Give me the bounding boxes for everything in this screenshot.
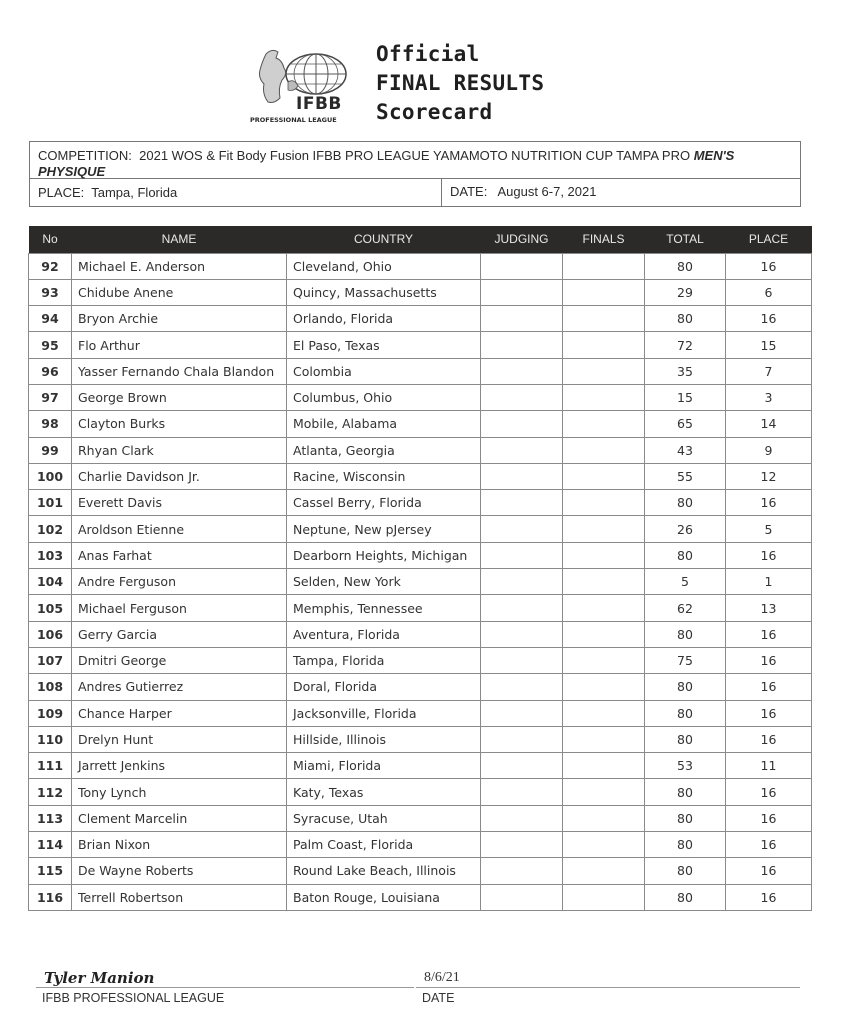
final-place: 16 [726,779,812,805]
judging-score [481,674,563,700]
date-value: August 6-7, 2021 [497,184,597,199]
total-score: 43 [645,437,726,463]
table-row [29,463,812,489]
athlete-name: Aroldson Etienne [72,516,287,542]
finals-score [563,884,645,910]
col-header-total: TOTAL [645,226,726,253]
final-place: 16 [726,726,812,752]
row-number: 109 [29,700,72,726]
athlete-name: De Wayne Roberts [72,858,287,884]
place-label: PLACE: [38,185,85,200]
athlete-location: Jacksonville, Florida [287,700,481,726]
row-number: 94 [29,306,72,332]
division-name: MEN'S PHYSIQUE [38,148,735,179]
row-number: 113 [29,805,72,831]
athlete-name: Anas Farhat [72,542,287,568]
ifbb-logo [248,44,368,126]
table-row [29,884,812,910]
athlete-location: Dearborn Heights, Michigan [287,542,481,568]
finals-score [563,490,645,516]
signature-date-block [416,966,800,1005]
final-place: 16 [726,253,812,279]
table-row [29,726,812,752]
athlete-location: Selden, New York [287,569,481,595]
table-row [29,253,812,279]
athlete-location: Columbus, Ohio [287,384,481,410]
final-place: 15 [726,332,812,358]
total-score: 62 [645,595,726,621]
row-number: 105 [29,595,72,621]
athlete-location: Cleveland, Ohio [287,253,481,279]
results-table [28,226,812,911]
signature-line [36,966,414,988]
date-line-label: DATE [422,991,455,1005]
athlete-name: Tony Lynch [72,779,287,805]
col-header-judging: JUDGING [481,226,563,253]
judging-score [481,595,563,621]
judging-score [481,516,563,542]
athlete-location: Baton Rouge, Louisiana [287,884,481,910]
title-line-official: Official [376,42,480,66]
judging-score [481,384,563,410]
athlete-name: Gerry Garcia [72,621,287,647]
finals-score [563,463,645,489]
final-place: 16 [726,542,812,568]
athlete-location: Palm Coast, Florida [287,832,481,858]
total-score: 80 [645,306,726,332]
finals-score [563,674,645,700]
finals-score [563,332,645,358]
table-row [29,490,812,516]
judging-score [481,621,563,647]
row-number: 98 [29,411,72,437]
finals-score [563,411,645,437]
row-number: 102 [29,516,72,542]
athlete-location: Miami, Florida [287,753,481,779]
row-number: 95 [29,332,72,358]
table-row [29,411,812,437]
table-row [29,358,812,384]
date-line [416,966,800,988]
finals-score [563,253,645,279]
athlete-location: Orlando, Florida [287,306,481,332]
final-place: 1 [726,569,812,595]
row-number: 93 [29,279,72,305]
athlete-location: Tampa, Florida [287,647,481,673]
table-row [29,805,812,831]
row-number: 111 [29,753,72,779]
table-row [29,279,812,305]
total-score: 80 [645,832,726,858]
athlete-location: Atlanta, Georgia [287,437,481,463]
athlete-name: Andre Ferguson [72,569,287,595]
row-number: 101 [29,490,72,516]
final-place: 16 [726,647,812,673]
finals-score [563,726,645,752]
judging-score [481,306,563,332]
final-place: 16 [726,621,812,647]
finals-score [563,858,645,884]
athlete-name: Brian Nixon [72,832,287,858]
judging-score [481,884,563,910]
judging-score [481,753,563,779]
table-row [29,437,812,463]
table-row [29,384,812,410]
finals-score [563,805,645,831]
signature-block [36,966,414,1005]
row-number: 110 [29,726,72,752]
table-row [29,306,812,332]
judging-score [481,542,563,568]
total-score: 15 [645,384,726,410]
date-label: DATE: [450,184,488,199]
total-score: 80 [645,542,726,568]
final-place: 16 [726,490,812,516]
finals-score [563,516,645,542]
document-header [248,40,608,130]
final-place: 11 [726,753,812,779]
place-date-row [30,179,800,206]
total-score: 80 [645,779,726,805]
total-score: 35 [645,358,726,384]
row-number: 107 [29,647,72,673]
title-line-scorecard: Scorecard [376,100,493,124]
finals-score [563,306,645,332]
athlete-location: Cassel Berry, Florida [287,490,481,516]
total-score: 80 [645,490,726,516]
table-row [29,542,812,568]
athlete-location: Colombia [287,358,481,384]
competition-field [30,142,800,179]
finals-score [563,279,645,305]
athlete-location: Memphis, Tennessee [287,595,481,621]
place-field [30,179,442,206]
table-row [29,832,812,858]
col-header-no: No [29,226,72,253]
judging-score [481,569,563,595]
table-row [29,779,812,805]
athlete-location: Hillside, Illinois [287,726,481,752]
final-place: 16 [726,805,812,831]
finals-score [563,832,645,858]
athlete-name: Drelyn Hunt [72,726,287,752]
row-number: 103 [29,542,72,568]
final-place: 16 [726,858,812,884]
finals-score [563,595,645,621]
col-header-name: NAME [72,226,287,253]
row-number: 116 [29,884,72,910]
table-row [29,858,812,884]
judging-score [481,858,563,884]
final-place: 16 [726,674,812,700]
athlete-name: Rhyan Clark [72,437,287,463]
row-number: 97 [29,384,72,410]
judging-score [481,253,563,279]
total-score: 80 [645,726,726,752]
table-row [29,595,812,621]
logo-subtext: PROFESSIONAL LEAGUE [250,116,337,124]
athlete-name: Terrell Robertson [72,884,287,910]
finals-score [563,437,645,463]
row-number: 100 [29,463,72,489]
judging-score [481,358,563,384]
final-place: 5 [726,516,812,542]
final-place: 9 [726,437,812,463]
table-row [29,753,812,779]
total-score: 26 [645,516,726,542]
athlete-name: Dmitri George [72,647,287,673]
final-place: 14 [726,411,812,437]
athlete-location: El Paso, Texas [287,332,481,358]
row-number: 96 [29,358,72,384]
total-score: 80 [645,858,726,884]
judging-score [481,726,563,752]
row-number: 112 [29,779,72,805]
table-row [29,700,812,726]
title-line-final-results: FINAL RESULTS [376,71,545,95]
total-score: 80 [645,884,726,910]
finals-score [563,647,645,673]
judging-score [481,463,563,489]
final-place: 16 [726,306,812,332]
judging-score [481,332,563,358]
competition-label: COMPETITION: [38,148,132,163]
judging-score [481,832,563,858]
final-place: 6 [726,279,812,305]
date-field [442,179,800,206]
table-row [29,569,812,595]
col-header-place: PLACE [726,226,812,253]
judging-score [481,437,563,463]
athlete-name: Clement Marcelin [72,805,287,831]
athlete-name: Yasser Fernando Chala Blandon [72,358,287,384]
final-place: 12 [726,463,812,489]
total-score: 80 [645,700,726,726]
athlete-name: Michael E. Anderson [72,253,287,279]
athlete-name: Flo Arthur [72,332,287,358]
row-number: 114 [29,832,72,858]
athlete-name: Michael Ferguson [72,595,287,621]
final-place: 3 [726,384,812,410]
athlete-name: Andres Gutierrez [72,674,287,700]
logo-text: IFBB [296,94,342,114]
athlete-name: Clayton Burks [72,411,287,437]
table-row [29,516,812,542]
athlete-location: Round Lake Beach, Illinois [287,858,481,884]
judging-score [481,411,563,437]
finals-score [563,700,645,726]
judging-score [481,647,563,673]
total-score: 80 [645,674,726,700]
athlete-location: Katy, Texas [287,779,481,805]
finals-score [563,621,645,647]
competition-value: 2021 WOS & Fit Body Fusion IFBB PRO LEAGUE YAMAMOTO NUTRITION CUP TAMPA PRO [139,148,691,163]
total-score: 75 [645,647,726,673]
row-number: 108 [29,674,72,700]
judging-score [481,490,563,516]
finals-score [563,753,645,779]
signature-date: 8/6/21 [424,970,460,985]
total-score: 80 [645,253,726,279]
total-score: 80 [645,805,726,831]
finals-score [563,569,645,595]
row-number: 99 [29,437,72,463]
competition-info-box [29,141,801,207]
total-score: 29 [645,279,726,305]
table-row [29,674,812,700]
col-header-country: COUNTRY [287,226,481,253]
total-score: 55 [645,463,726,489]
col-header-finals: FINALS [563,226,645,253]
signature: Tyler Manion [44,969,155,987]
athlete-name: George Brown [72,384,287,410]
signature-label: IFBB PROFESSIONAL LEAGUE [42,991,225,1005]
row-number: 115 [29,858,72,884]
athlete-location: Aventura, Florida [287,621,481,647]
row-number: 104 [29,569,72,595]
document-title [376,40,544,127]
athlete-name: Jarrett Jenkins [72,753,287,779]
place-value: Tampa, Florida [91,185,178,200]
row-number: 106 [29,621,72,647]
final-place: 13 [726,595,812,621]
table-row [29,647,812,673]
final-place: 7 [726,358,812,384]
table-row [29,621,812,647]
total-score: 72 [645,332,726,358]
final-place: 16 [726,832,812,858]
judging-score [481,779,563,805]
table-row [29,332,812,358]
judging-score [481,805,563,831]
finals-score [563,358,645,384]
athlete-location: Syracuse, Utah [287,805,481,831]
total-score: 5 [645,569,726,595]
finals-score [563,384,645,410]
athlete-name: Chance Harper [72,700,287,726]
finals-score [563,542,645,568]
athlete-location: Racine, Wisconsin [287,463,481,489]
total-score: 53 [645,753,726,779]
results-body [29,253,812,910]
total-score: 80 [645,621,726,647]
table-header-row [29,226,812,253]
athlete-name: Chidube Anene [72,279,287,305]
athlete-name: Charlie Davidson Jr. [72,463,287,489]
athlete-location: Mobile, Alabama [287,411,481,437]
judging-score [481,700,563,726]
athlete-location: Neptune, New pJersey [287,516,481,542]
finals-score [563,779,645,805]
final-place: 16 [726,884,812,910]
athlete-location: Doral, Florida [287,674,481,700]
row-number: 92 [29,253,72,279]
athlete-name: Bryon Archie [72,306,287,332]
athlete-name: Everett Davis [72,490,287,516]
total-score: 65 [645,411,726,437]
athlete-location: Quincy, Massachusetts [287,279,481,305]
judging-score [481,279,563,305]
final-place: 16 [726,700,812,726]
